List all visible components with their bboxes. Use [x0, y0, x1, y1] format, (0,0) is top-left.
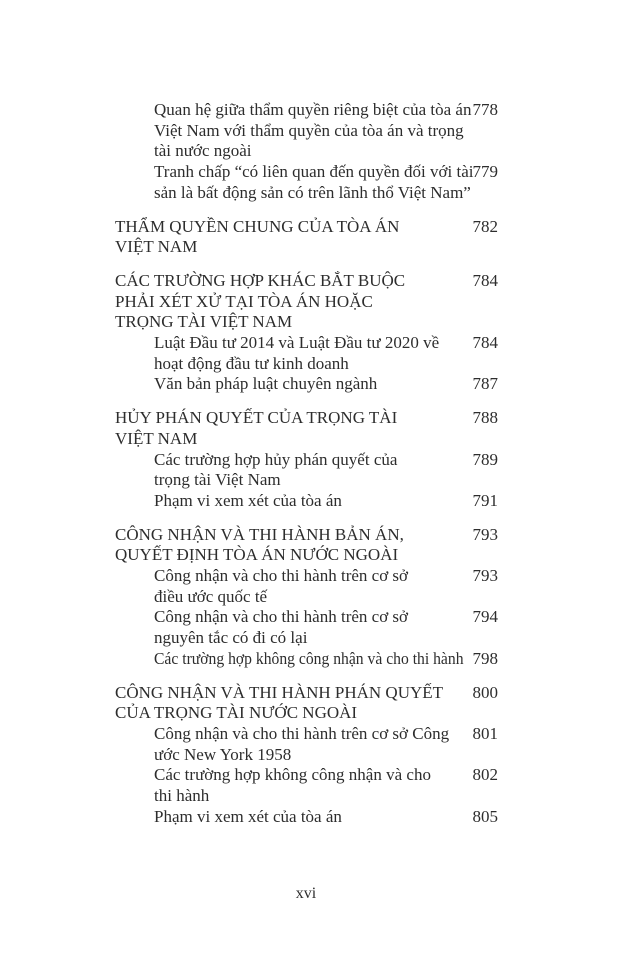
toc-sub-entry [115, 333, 498, 374]
toc-sub-entry [115, 807, 498, 828]
toc-entry-line: THẨM QUYỀN CHUNG CỦA TÒA ÁN [115, 216, 400, 236]
toc-entry-title [115, 450, 498, 491]
toc-entry-line: Phạm vi xem xét của tòa án [154, 490, 342, 510]
table-of-contents [115, 100, 498, 828]
toc-entry-title [115, 408, 498, 449]
toc-page-number: 793 [472, 566, 498, 586]
toc-entry-line: thi hành [154, 786, 210, 806]
toc-entry-title [115, 217, 498, 258]
toc-entry-title [115, 491, 498, 512]
toc-page-number: 788 [472, 408, 498, 428]
toc-entry-line: Quan hệ giữa thẩm quyền riêng biệt của tòa án [154, 100, 472, 119]
toc-entry-line: CÔNG NHẬN VÀ THI HÀNH BẢN ÁN, [115, 524, 404, 544]
toc-entry-line: PHẢI XÉT XỬ TẠI TÒA ÁN HOẶC [115, 291, 373, 311]
toc-section-entry [115, 408, 498, 449]
toc-entry-title [115, 162, 498, 203]
toc-page-number: 801 [472, 723, 498, 743]
toc-entry-line: CÁC TRƯỜNG HỢP KHÁC BẮT BUỘC [115, 270, 406, 290]
toc-sub-entry [115, 100, 498, 162]
toc-entry-line: Việt Nam với thẩm quyền của tòa án và trọng [154, 120, 464, 140]
toc-entry-line: VIỆT NAM [115, 428, 198, 448]
toc-page-number: 794 [472, 607, 498, 627]
toc-entry-line: Phạm vi xem xét của tòa án [154, 806, 342, 826]
toc-entry-line: sản là bất động sản có trên lãnh thổ Việt Nam” [154, 182, 471, 202]
toc-section-entry [115, 683, 498, 724]
toc-entry-line: điều ước quốc tế [154, 586, 268, 606]
toc-page-number: 793 [472, 524, 498, 544]
toc-page-number: 789 [472, 449, 498, 469]
toc-entry-line: nguyên tắc có đi có lại [154, 628, 308, 648]
toc-entry-line: CÔNG NHẬN VÀ THI HÀNH PHÁN QUYẾT [115, 682, 444, 702]
toc-section-entry [115, 217, 498, 258]
toc-entry-line: Công nhận và cho thi hành trên cơ sở [154, 566, 409, 586]
toc-entry-line: Công nhận và cho thi hành trên cơ sở Công [154, 723, 450, 743]
toc-entry-line: Các trường hợp hủy phán quyết của [154, 449, 398, 469]
footer-page-number: xvi [295, 885, 317, 902]
toc-page-number: 784 [472, 270, 498, 290]
toc-entry-title [115, 765, 498, 806]
toc-entry-title [115, 807, 498, 828]
toc-page-number: 787 [472, 374, 498, 394]
toc-page-number: 779 [472, 162, 498, 182]
toc-page-number: 778 [472, 100, 498, 119]
toc-entry-line: Tranh chấp “có liên quan đến quyền đối với tài [154, 162, 474, 182]
toc-entry-line: QUYẾT ĐỊNH TÒA ÁN NƯỚC NGOÀI [115, 545, 399, 565]
toc-sub-entry [115, 649, 498, 670]
toc-entry-title [115, 525, 498, 566]
toc-entry-title [115, 374, 498, 395]
toc-entry-line: tài nước ngoài [154, 141, 252, 161]
toc-entry-title [115, 683, 498, 724]
toc-entry-line: Các trường hợp không công nhận và cho thi hành [154, 648, 464, 668]
toc-sub-entry [115, 607, 498, 648]
toc-section-entry [115, 525, 498, 566]
toc-sub-entry [115, 374, 498, 395]
toc-sub-entry [115, 724, 498, 765]
toc-page-number: 784 [472, 333, 498, 353]
toc-page-number: 805 [472, 806, 498, 826]
toc-sub-entry [115, 566, 498, 607]
toc-page-number: 791 [472, 490, 498, 510]
toc-page-number: 798 [472, 648, 498, 668]
toc-entry-title [115, 649, 498, 670]
toc-entry-title [115, 333, 498, 374]
toc-section-entry [115, 271, 498, 333]
toc-entry-title [115, 100, 498, 162]
toc-entry-title [115, 724, 498, 765]
toc-page-number: 782 [472, 216, 498, 236]
toc-sub-entry [115, 162, 498, 203]
toc-entry-title [115, 566, 498, 607]
toc-entry-line: VIỆT NAM [115, 237, 198, 257]
toc-entry-title [115, 271, 498, 333]
toc-entry-line: hoạt động đầu tư kinh doanh [154, 353, 349, 373]
toc-entry-title [115, 607, 498, 648]
toc-entry-line: TRỌNG TÀI VIỆT NAM [115, 312, 293, 332]
toc-entry-line: Luật Đầu tư 2014 và Luật Đầu tư 2020 về [154, 333, 440, 353]
toc-entry-line: Các trường hợp không công nhận và cho [154, 765, 431, 785]
toc-sub-entry [115, 450, 498, 491]
toc-page-number: 802 [472, 765, 498, 785]
toc-sub-entry [115, 765, 498, 806]
toc-page-number: 800 [472, 682, 498, 702]
toc-entry-line: HỦY PHÁN QUYẾT CỦA TRỌNG TÀI [115, 408, 398, 428]
toc-entry-line: ước New York 1958 [154, 744, 292, 764]
toc-entry-line: Công nhận và cho thi hành trên cơ sở [154, 607, 409, 627]
toc-entry-line: CỦA TRỌNG TÀI NƯỚC NGOÀI [115, 703, 358, 723]
toc-entry-line: trọng tài Việt Nam [154, 470, 281, 490]
toc-entry-line: Văn bản pháp luật chuyên ngành [154, 374, 378, 394]
toc-sub-entry [115, 491, 498, 512]
